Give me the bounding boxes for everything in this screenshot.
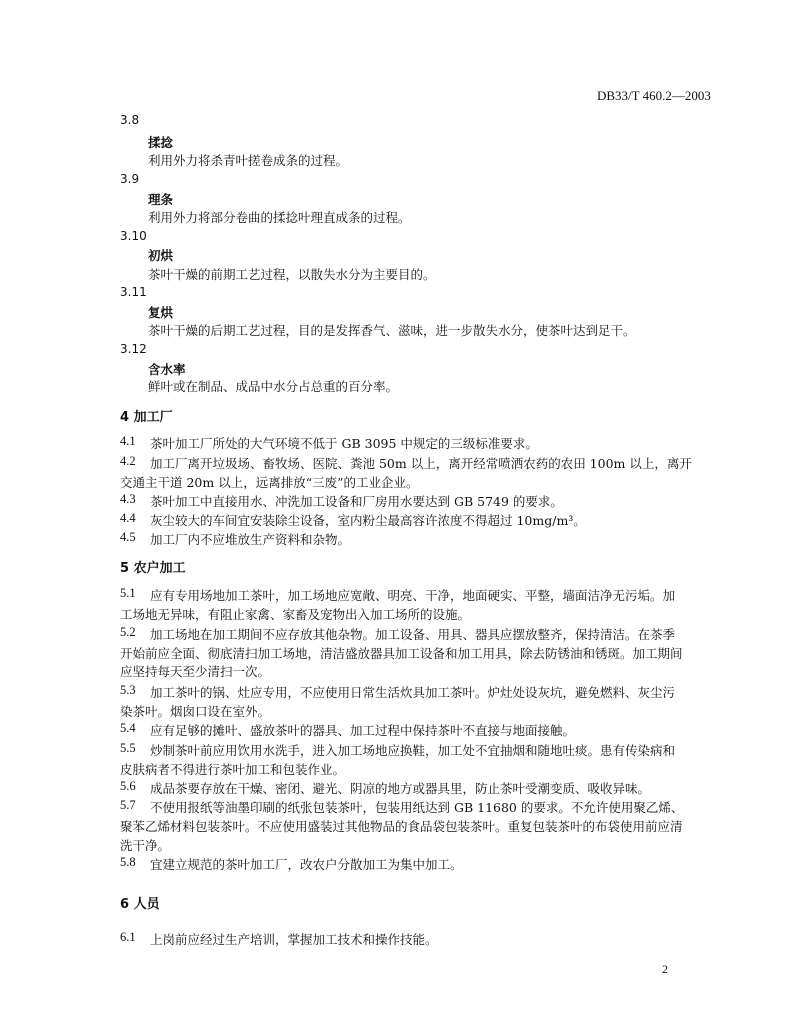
term-title: 理条 xyxy=(148,192,174,207)
clause-text: 不使用报纸等油墨印刷的纸张包装茶叶，包装用纸达到 GB 11680 的要求。不允许使用聚乙烯、 xyxy=(150,800,684,815)
clause-number: 3.9 xyxy=(120,172,140,186)
term-title: 揉捻 xyxy=(148,135,174,150)
page-number: 2 xyxy=(662,962,668,976)
clause-number: 5.5 xyxy=(120,741,136,755)
term-title: 复烘 xyxy=(148,305,174,320)
clause-number: 3.12 xyxy=(120,342,147,356)
clause-number: 6.1 xyxy=(120,930,136,944)
clause-text: 宜建立规范的茶叶加工厂，改农户分散加工为集中加工。 xyxy=(150,857,463,872)
term-definition: 鲜叶或在制品、成品中水分占总重的百分率。 xyxy=(148,379,399,394)
clause-number: 5.3 xyxy=(120,683,136,697)
clause-number: 4.1 xyxy=(120,434,136,448)
clause-text: 茶叶加工中直接用水、冲洗加工设备和厂房用水要达到 GB 5749 的要求。 xyxy=(150,494,563,509)
term-definition: 利用外力将杀青叶搓卷成条的过程。 xyxy=(148,153,349,168)
term-title: 含水率 xyxy=(148,362,186,377)
clause-text: 加工茶叶的锅、灶应专用，不应使用日常生活炊具加工茶叶。炉灶处设灰坑，避免燃料、灰尘污 xyxy=(150,685,676,700)
section-heading: 4 加工厂 xyxy=(120,410,173,425)
term-title: 初烘 xyxy=(148,248,174,263)
clause-text: 工场地无异味，有阻止家禽、家畜及宠物出入加工场所的设施。 xyxy=(120,607,471,622)
clause-text: 茶叶加工厂所处的大气环境不低于 GB 3095 中规定的三级标准要求。 xyxy=(150,436,538,451)
clause-number: 4.5 xyxy=(120,530,136,544)
clause-number: 4.2 xyxy=(120,454,136,468)
term-definition: 利用外力将部分卷曲的揉捻叶理直成条的过程。 xyxy=(148,210,411,225)
clause-text: 应坚持每天至少清扫一次。 xyxy=(120,664,271,679)
clause-number: 4.3 xyxy=(120,492,136,506)
clause-text: 成品茶要存放在干燥、密闭、避光、阴凉的地方或器具里，防止茶叶受潮变质、吸收异味。 xyxy=(150,781,651,796)
section-heading: 6 人员 xyxy=(120,897,160,912)
clause-number: 3.10 xyxy=(120,229,147,243)
clause-number: 5.7 xyxy=(120,798,136,812)
clause-text: 聚苯乙烯材料包装茶叶。不应使用盛装过其他物品的食品袋包装茶叶。重复包装茶叶的布袋使用前应清 xyxy=(120,819,683,834)
clause-text: 应有专用场地加工茶叶，加工场地应宽敞、明亮、干净，地面硬实、平整，墙面洁净无污垢。加 xyxy=(150,588,676,603)
clause-text: 加工厂离开垃圾场、畜牧场、医院、粪池 50m 以上，离开经常喷洒农药的农田 100m 以上，离开 xyxy=(150,456,692,471)
term-definition: 茶叶干燥的前期工艺过程，以散失水分为主要目的。 xyxy=(148,267,436,282)
clause-number: 5.4 xyxy=(120,721,136,735)
clause-number: 3.11 xyxy=(120,285,147,299)
clause-number: 3.8 xyxy=(120,113,140,127)
term-definition: 茶叶干燥的后期工艺过程，目的是发挥香气、滋味，进一步散失水分，使茶叶达到足干。 xyxy=(148,323,636,338)
clause-text: 开始前应全面、彻底清扫加工场地，清洁盛放器具加工设备和加工用具，除去防锈油和锈斑。加工期间 xyxy=(120,646,683,661)
clause-text: 上岗前应经过生产培训，掌握加工技术和操作技能。 xyxy=(150,932,438,947)
clause-number: 5.2 xyxy=(120,625,136,639)
clause-number: 5.8 xyxy=(120,855,136,869)
clause-text: 加工厂内不应堆放生产资料和杂物。 xyxy=(150,532,351,547)
clause-number: 5.6 xyxy=(120,779,136,793)
clause-text: 染茶叶。烟囱口设在室外。 xyxy=(120,704,271,719)
clause-text: 灰尘较大的车间宜安装除尘设备，室内粉尘最高容许浓度不得超过 10mg/m³。 xyxy=(150,513,586,528)
clause-number: 4.4 xyxy=(120,511,136,525)
clause-text: 皮肤病者不得进行茶叶加工和包装作业。 xyxy=(120,762,346,777)
clause-text: 加工场地在加工期间不应存放其他杂物。加工设备、用具、器具应摆放整齐，保持清洁。在茶季 xyxy=(150,627,676,642)
clause-number: 5.1 xyxy=(120,586,136,600)
clause-text: 洗干净。 xyxy=(120,838,171,853)
clause-text: 交通主干道 20m 以上，远离排放“三废”的工业企业。 xyxy=(120,475,419,490)
clause-text: 应有足够的摊叶、盛放茶叶的器具、加工过程中保持茶叶不直接与地面接触。 xyxy=(150,723,576,738)
clause-text: 炒制茶叶前应用饮用水洗手，进入加工场地应换鞋，加工处不宜抽烟和随地吐痰。患有传染病和 xyxy=(150,743,676,758)
section-heading: 5 农户加工 xyxy=(120,561,186,576)
document-id: DB33/T 460.2—2003 xyxy=(597,88,711,103)
